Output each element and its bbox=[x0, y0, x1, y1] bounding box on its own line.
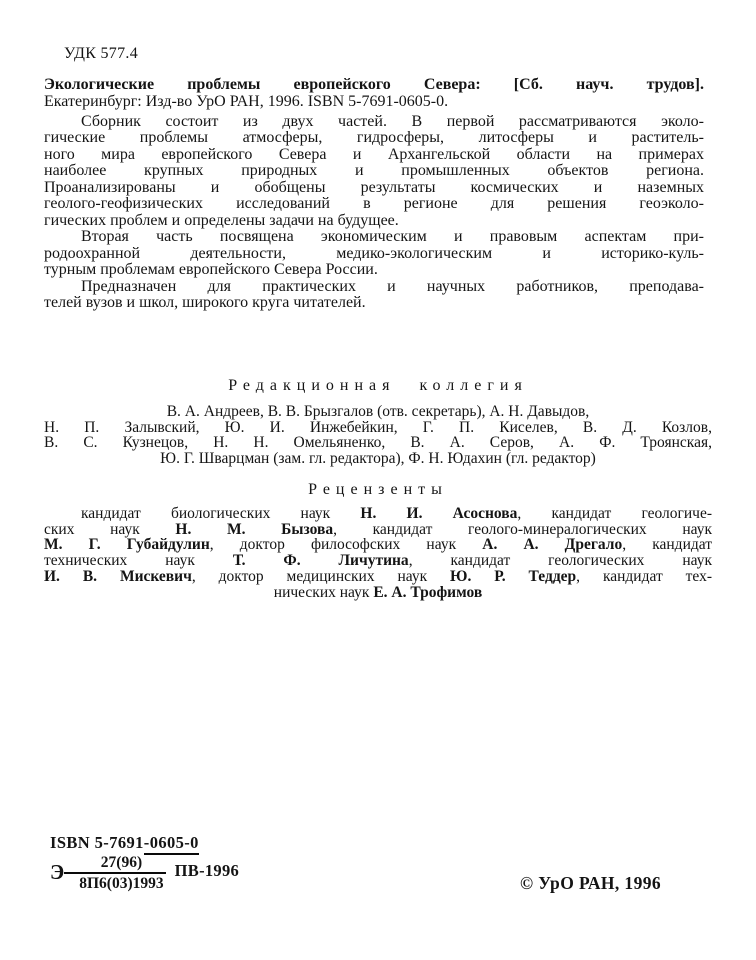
classification-denominator: 8П6(03)1993 bbox=[77, 872, 165, 892]
reviewers-line: нических наук Е. А. Трофимов bbox=[273, 583, 483, 601]
editorial-board-section bbox=[44, 376, 712, 466]
isbn-line bbox=[50, 833, 199, 853]
library-classification-mark bbox=[50, 854, 239, 892]
annotation-line: Вторая часть посвящена экономическим и правовым аспектам при- bbox=[81, 228, 704, 246]
annotation-line: родоохранной деятельности, медико-экологическим и историко-куль- bbox=[44, 244, 704, 262]
annotation-line: ного мира европейского Севера и Архангельской области на примерах bbox=[44, 145, 704, 163]
reviewers-line: кандидат биологических наук Н. И. Асоснова, кандидат геологиче- bbox=[81, 505, 713, 522]
reviewers-section bbox=[44, 480, 712, 600]
editorial-board-members bbox=[44, 404, 712, 466]
editorial-board-line: В. С. Кузнецов, Н. Н. Омельяненко, В. А. Серов, А. Ф. Троянская, bbox=[44, 434, 712, 452]
editorial-board-line: Ю. Г. Шварцман (зам. гл. редактора), Ф. Н. Юдахин (гл. редактор) bbox=[160, 449, 596, 467]
isbn-number-part2: -0605-0 bbox=[144, 833, 199, 855]
annotation-line: наиболее крупных природных и промышленных объектов региона. bbox=[44, 162, 704, 180]
reviewers-line: М. Г. Губайдулин, доктор философских наук А. А. Дрегало, кандидат bbox=[44, 536, 713, 554]
annotation-line: телей вузов и школ, широкого круга читателей. bbox=[44, 293, 366, 311]
annotation-paragraph-1 bbox=[44, 114, 704, 229]
reviewers-line: ских наук Н. М. Бызова, кандидат геолого-минералогических наук bbox=[44, 520, 712, 538]
reviewers-heading: Рецензенты bbox=[308, 481, 448, 498]
editorial-board-line: В. А. Андреев, В. В. Брызгалов (отв. секретарь), А. Н. Давыдов, bbox=[166, 403, 590, 420]
isbn-number-part1: ISBN 5-7691 bbox=[50, 833, 144, 852]
annotation-line: гических проблем и определены задачи на будущее. bbox=[44, 211, 399, 229]
annotation-line: Сборник состоит из двух частей. В первой рассматриваются эколо- bbox=[81, 113, 704, 130]
annotation-paragraph-2 bbox=[44, 229, 704, 278]
classification-numerator: 27(96) bbox=[100, 854, 143, 871]
bibliographic-entry bbox=[44, 77, 704, 110]
annotation-line: турным проблемам европейского Севера России. bbox=[44, 261, 378, 279]
reviewers-list bbox=[44, 506, 712, 600]
editorial-board-heading: Редакционная коллегия bbox=[228, 377, 528, 394]
publication-code: ПВ-1996 bbox=[174, 861, 240, 880]
reviewers-line: технических наук Т. Ф. Личутина, кандидат геологических наук bbox=[44, 552, 712, 570]
annotation-block bbox=[44, 114, 704, 311]
publication-info: Екатеринбург: Изд-во УрО РАН, 1996. ISBN 5-7691-0605-0. bbox=[44, 92, 449, 110]
annotation-line: Предназначен для практических и научных работников, преподава- bbox=[81, 277, 704, 295]
book-title: Экологические проблемы европейского Севера: [Сб. науч. трудов]. bbox=[44, 76, 704, 93]
classification-fraction bbox=[77, 854, 165, 892]
reviewers-line: И. В. Мискевич, доктор медицинских наук Ю. Р. Теддер, кандидат тех- bbox=[44, 567, 712, 585]
copyright-notice: © УрО РАН, 1996 bbox=[520, 873, 662, 893]
udc-number: УДК 577.4 bbox=[64, 45, 138, 62]
annotation-line: гические проблемы атмосферы, гидросферы, литосферы и раститель- bbox=[44, 129, 704, 147]
editorial-board-line: Н. П. Залывский, Ю. И. Инжебейкин, Г. П. Киселев, В. Д. Козлов, bbox=[44, 418, 712, 436]
annotation-line: Проанализированы и обобщены результаты космических и наземных bbox=[44, 178, 704, 196]
annotation-line: геолого-геофизических исследований в регионе для решения геоэколо- bbox=[44, 195, 704, 213]
annotation-paragraph-3 bbox=[44, 279, 704, 312]
classification-letter: Э bbox=[50, 859, 65, 884]
fraction-connector-line bbox=[64, 872, 77, 875]
